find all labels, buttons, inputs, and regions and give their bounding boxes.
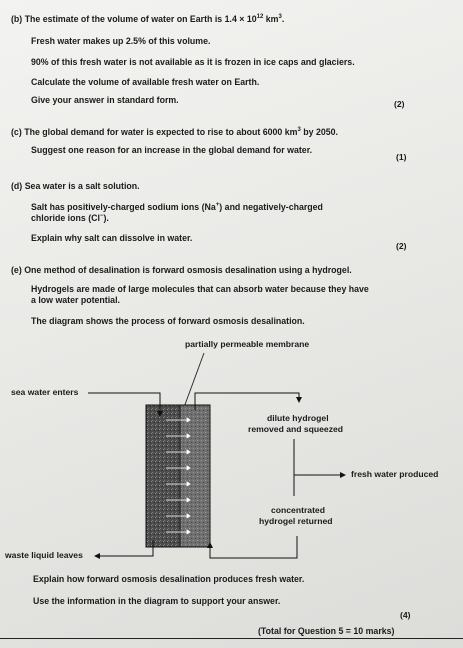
waste-outlet-arrow bbox=[95, 540, 153, 556]
hydrogel-return-arrow bbox=[210, 536, 297, 558]
part-d-marks: (2) bbox=[396, 241, 407, 251]
part-d-line3: chloride ions (Cl−). bbox=[31, 212, 109, 223]
part-b-line3: 90% of this fresh water is not available as it is frozen in ice caps and glaciers. bbox=[31, 57, 355, 67]
part-c-question: Suggest one reason for an increase in the global demand for water. bbox=[31, 145, 313, 155]
part-d-line2: Salt has positively-charged sodium ions (Na+) and negatively-charged bbox=[31, 201, 323, 212]
hydrogel-compartment bbox=[180, 405, 210, 547]
concentrated-label-2: hydrogel returned bbox=[259, 516, 333, 526]
question-total: (Total for Question 5 = 10 marks) bbox=[258, 626, 395, 636]
part-e-intro: (e) One method of desalination is forward osmosis desalination using a hydrogel. bbox=[11, 265, 352, 275]
part-b-line4: Calculate the volume of available fresh water on Earth. bbox=[31, 77, 260, 87]
sea-water-compartment bbox=[146, 405, 180, 547]
part-b-line5: Give your answer in standard form. bbox=[31, 95, 179, 105]
part-e-question-2: Use the information in the diagram to support your answer. bbox=[33, 596, 281, 606]
dilute-hydrogel-outlet-arrow bbox=[195, 393, 299, 410]
waste-liquid-label: waste liquid leaves bbox=[5, 550, 83, 560]
part-e-line4: The diagram shows the process of forward osmosis desalination. bbox=[31, 316, 305, 326]
part-e-question-1: Explain how forward osmosis desalination produces fresh water. bbox=[33, 574, 305, 584]
footer-rule bbox=[0, 638, 463, 639]
part-e-line3: a low water potential. bbox=[31, 295, 120, 305]
part-c-intro: (c) The global demand for water is expected to rise to about 6000 $km^3$ by 2050. bbox=[11, 126, 338, 137]
part-b-intro: (b) The estimate of the volume of water on Earth is $1.4 \times 10^{12}$ $km^3$. bbox=[11, 13, 285, 24]
part-b-line2: Fresh water makes up 2.5% of this volume. bbox=[31, 36, 211, 46]
part-d-intro: (d) Sea water is a salt solution. bbox=[11, 181, 140, 191]
dilute-hydrogel-label-1: dilute hydrogel bbox=[267, 413, 329, 423]
dilute-hydrogel-label-2: removed and squeezed bbox=[248, 424, 344, 434]
part-c-marks: (1) bbox=[396, 152, 407, 162]
part-e-marks: (4) bbox=[400, 610, 411, 620]
part-b-marks: (2) bbox=[394, 99, 405, 109]
part-e-line2: Hydrogels are made of large molecules that can absorb water because they have bbox=[31, 284, 369, 294]
part-d-question: Explain why salt can dissolve in water. bbox=[31, 233, 193, 243]
fresh-water-label: fresh water produced bbox=[351, 469, 439, 479]
membrane-label: partially permeable membrane bbox=[185, 339, 310, 349]
sea-water-enters-label: sea water enters bbox=[11, 387, 79, 397]
membrane-pointer-line bbox=[183, 353, 204, 410]
concentrated-label-1: concentrated bbox=[271, 505, 325, 515]
